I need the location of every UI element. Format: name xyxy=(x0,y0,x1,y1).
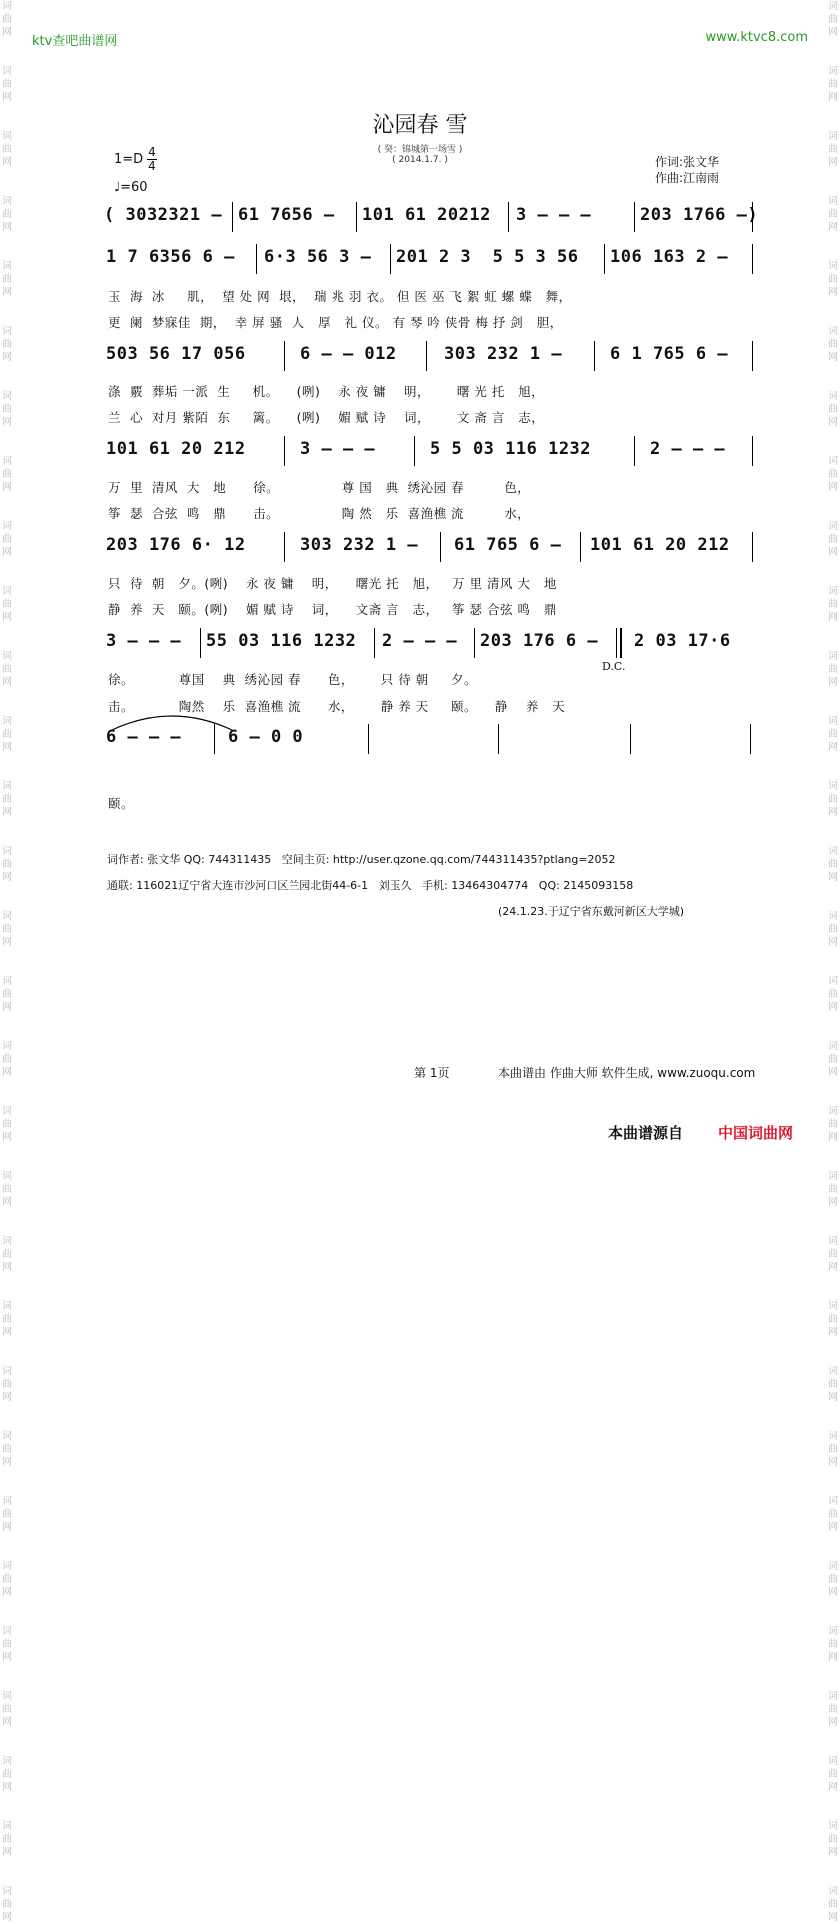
tempo-mark: ♩=60 xyxy=(114,180,148,195)
score-row-5 xyxy=(104,532,754,562)
measure: 55 03 116 1232 xyxy=(206,631,357,651)
lyrics-line: 更 阑 梦寐佳 期， 幸 屏 骚 人 厚 礼 仪。 有 琴 吟 侠骨 梅 抒 剑 胆， xyxy=(108,315,563,330)
measure: 6·3 56 3 – xyxy=(264,247,372,267)
lyrics-line: 击。 陶然 乐 喜渔樵 流 水， 静 养 天 颐。 静 养 天 xyxy=(108,699,566,714)
score-row-3 xyxy=(104,341,754,371)
measure: 5 5 03 116 1232 xyxy=(430,439,592,459)
lyrics-line: 兰 心 对月 紫陌 东 篱。 (咧) 媚 赋 诗 词， 文 斋 言 志， xyxy=(108,410,545,425)
measure: 201 2 3 5 5 3 56 xyxy=(396,247,579,267)
measure: 303 232 1 – xyxy=(444,344,563,364)
lyrics-line: 涤 覈 葬垢 一派 生 机。 (咧) 永 夜 镛 明， 曙 光 托 旭， xyxy=(108,384,545,399)
measure: 1 7 6356 6 – xyxy=(106,247,235,267)
measure: 101 61 20 212 xyxy=(106,439,246,459)
measure: 6 – – 012 xyxy=(300,344,397,364)
contact-info: 通联: 116021辽宁省大连市沙河口区兰园北街44-6-1 刘玉久 手机: 13464304774 QQ: 2145093158 xyxy=(107,879,634,892)
lyrics-line: 静 养 天 颐。(咧) 媚 赋 诗 词， 文斋 言 志， 筝 瑟 合弦 鸣 鼎 xyxy=(108,602,557,617)
lyrics-line: 徐。 尊国 典 绣沁园 春 色， 只 待 朝 夕。 xyxy=(108,672,478,687)
subtitle-note: ( 癸：锦城第一场雪 ) xyxy=(377,145,463,155)
subtitle-date: ( 2014.1.7. ) xyxy=(392,155,448,165)
score-row-1 xyxy=(104,202,759,232)
measure: ( 3032321 – xyxy=(104,205,223,225)
lyrics-line: 玉 海 冰 肌， 望 处 网 垠， 瑞 兆 羽 衣。 但 医 巫 飞 絮 虹 螺 蝶 舞， xyxy=(108,289,572,304)
measure: 101 61 20212 xyxy=(362,205,491,225)
measure: 6 1 765 6 – xyxy=(610,344,729,364)
measure: 503 56 17 056 xyxy=(106,344,246,364)
date-place-note: (24.1.23.于辽宁省东戴河新区大学城) xyxy=(498,905,685,918)
measure: 61 7656 – xyxy=(238,205,335,225)
composer-credit: 作曲:江南雨 xyxy=(655,171,720,185)
lyrics-line: 万 里 清风 大 地 徐。 尊 国 典 绣沁园 春 色， xyxy=(108,480,531,495)
measure: 101 61 20 212 xyxy=(590,535,730,555)
measure: 303 232 1 – xyxy=(300,535,419,555)
author-info: 词作者: 张文华 QQ: 744311435 空间主页: http://user.qzone.qq.com/744311435?ptlang=2052 xyxy=(107,853,616,866)
da-capo-mark: D.C. xyxy=(602,660,626,673)
score-row-6 xyxy=(104,628,754,658)
site-url-right: www.ktvc8.com xyxy=(705,30,808,45)
score-row-2 xyxy=(104,244,754,274)
score-row-7 xyxy=(104,724,754,754)
measure: 6 – 0 0 xyxy=(228,727,304,747)
measure: 2 – – – xyxy=(650,439,726,459)
source-label: 本曲谱源自 xyxy=(608,1124,684,1142)
measure: 61 765 6 – xyxy=(454,535,562,555)
score-row-4 xyxy=(104,436,754,466)
lyrics-line: 颐。 xyxy=(108,796,135,811)
source-site: 中国词曲网 xyxy=(718,1124,794,1142)
measure: 3 – – – xyxy=(516,205,592,225)
lyricist-credit: 作词:张文华 xyxy=(655,155,720,169)
measure: 6 – – – xyxy=(106,727,182,747)
song-title: 沁园春 雪 xyxy=(372,113,468,138)
measure: 2 – – – xyxy=(382,631,458,651)
measure: 3 – – – xyxy=(300,439,376,459)
site-name-left: ktv查吧曲谱网 xyxy=(32,34,118,49)
measure: 203 176 6· 12 xyxy=(106,535,246,555)
measure: 203 1766 –) xyxy=(640,205,759,225)
lyrics-line: 筝 瑟 合弦 鸣 鼎 击。 陶 然 乐 喜渔樵 流 水， xyxy=(108,506,531,521)
measure: 3 – – – xyxy=(106,631,182,651)
lyrics-line: 只 待 朝 夕。(咧) 永 夜 镛 明， 曙光 托 旭， 万 里 清风 大 地 xyxy=(108,576,557,591)
time-top: 4 xyxy=(148,145,156,159)
time-bottom: 4 xyxy=(148,159,156,173)
side-watermark-right: 词 曲 网 词 曲 网 词 曲 网 词 曲 网 词 曲 网 词 曲 网 词 曲 网 词 曲 网 词 曲 网 词 曲 网 词 曲 网 词 曲 网 词 曲 网 词 曲 网 词 曲 网 词 曲 网 词 曲 网 词 曲 网 词 曲 网 词 曲 网 词 曲 网 词 曲 网 词 曲 网 词 曲 网 词 曲 网 词 曲 网 词 曲 网 词 曲 网 词 曲 网 词 曲 网 xyxy=(828,1,838,1923)
generator-credit: 本曲谱由 作曲大师 软件生成, www.zuoqu.com xyxy=(498,1066,756,1080)
measure: 203 176 6 – xyxy=(480,631,599,651)
side-watermark-left: 词 曲 网 词 曲 网 词 曲 网 词 曲 网 词 曲 网 词 曲 网 词 曲 网 词 曲 网 词 曲 网 词 曲 网 词 曲 网 词 曲 网 词 曲 网 词 曲 网 词 曲 网 词 曲 网 词 曲 网 词 曲 网 词 曲 网 词 曲 网 词 曲 网 词 曲 网 词 曲 网 词 曲 网 词 曲 网 词 曲 网 词 曲 网 词 曲 网 词 曲 网 词 曲 网 xyxy=(2,1,12,1923)
page-number: 第 1页 xyxy=(414,1066,450,1080)
measure: 2 03 17·6 xyxy=(634,631,731,651)
key-signature: 1=D xyxy=(114,152,144,167)
time-signature xyxy=(147,146,157,173)
measure: 106 163 2 – xyxy=(610,247,729,267)
